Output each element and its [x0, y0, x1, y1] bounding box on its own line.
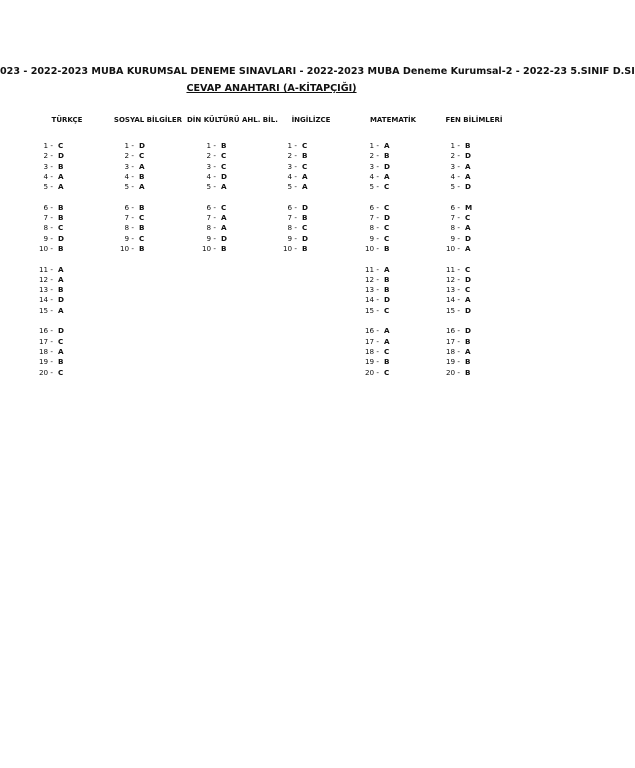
answer-letter: D [58, 151, 64, 161]
answer-letter: B [58, 357, 64, 367]
answer-row [24, 244, 110, 254]
question-number: 8 - [450, 223, 460, 233]
question-number: 20 - [445, 367, 460, 377]
answer-row [24, 151, 110, 161]
subject-header: İNGİLİZCE [291, 116, 331, 124]
answer-letter: B [384, 243, 390, 253]
answer-row [350, 368, 436, 378]
question-number: 14 - [364, 295, 379, 305]
question-number: 2 - [206, 151, 216, 161]
question-number: 2 - [43, 151, 53, 161]
question-number: 3 - [206, 161, 216, 171]
answer-row [350, 223, 436, 233]
answer-letter: C [384, 182, 390, 192]
answer-row [350, 141, 436, 151]
answer-row [187, 141, 273, 151]
answer-row [350, 182, 436, 192]
subject-column [24, 116, 110, 378]
answer-letter: D [139, 141, 145, 150]
question-number: 19 - [364, 357, 379, 367]
answer-letter: C [302, 223, 308, 233]
answer-row [431, 234, 517, 244]
answer-row [24, 141, 110, 151]
subject-column [350, 116, 436, 378]
question-number: 10 - [364, 243, 379, 253]
answer-letter: D [384, 161, 390, 171]
answer-letter: B [139, 223, 145, 233]
subject-column [187, 116, 278, 254]
question-number: 3 - [124, 161, 134, 171]
question-number: 2 - [369, 151, 379, 161]
answer-letter: A [58, 182, 64, 192]
question-number: 7 - [369, 213, 379, 223]
question-number: 18 - [445, 346, 460, 356]
answer-letter: A [302, 182, 308, 192]
answer-row [431, 244, 517, 254]
answer-row [24, 275, 110, 285]
answer-letter: B [139, 202, 145, 212]
subject-header: DİN KÜLTÜRÜ AHL. BİL. [187, 116, 278, 124]
answer-row [24, 347, 110, 357]
answer-row [24, 234, 110, 244]
answer-letter: A [465, 295, 471, 305]
answer-letter: D [302, 233, 308, 243]
answer-row [268, 172, 354, 182]
answer-row [187, 213, 273, 223]
answer-row [431, 182, 517, 192]
answer-row [105, 151, 191, 161]
question-number: 1 - [369, 141, 379, 150]
answer-letter: C [58, 223, 64, 233]
answer-letter: A [58, 346, 64, 356]
answer-row [431, 223, 517, 233]
question-number: 1 - [43, 141, 53, 150]
answer-letter: C [221, 151, 227, 161]
answer-row [268, 203, 354, 213]
answer-row [24, 213, 110, 223]
answer-letter: B [58, 243, 64, 253]
answer-row [431, 347, 517, 357]
answer-row [24, 203, 110, 213]
answer-row [350, 275, 436, 285]
question-number: 13 - [364, 285, 379, 295]
question-number: 7 - [124, 213, 134, 223]
answer-row [24, 265, 110, 275]
answer-letter: C [139, 213, 145, 223]
answer-letter: A [465, 223, 471, 233]
question-number: 6 - [206, 202, 216, 212]
question-number: 19 - [445, 357, 460, 367]
question-number: 12 - [445, 274, 460, 284]
answer-letter: C [58, 336, 64, 346]
question-number: 1 - [450, 141, 460, 150]
answer-row [431, 213, 517, 223]
answer-row [431, 357, 517, 367]
answer-letter: D [384, 213, 390, 223]
answer-row [268, 223, 354, 233]
answer-letter: B [221, 243, 227, 253]
question-number: 7 - [43, 213, 53, 223]
answer-row [187, 234, 273, 244]
answer-row [24, 295, 110, 305]
question-number: 3 - [287, 161, 297, 171]
answer-row [187, 162, 273, 172]
answer-row [24, 368, 110, 378]
answer-letter: C [302, 141, 308, 150]
answer-row [105, 172, 191, 182]
answer-letter: B [302, 213, 308, 223]
answer-row [431, 326, 517, 336]
question-number: 2 - [124, 151, 134, 161]
answer-letter: C [384, 202, 390, 212]
answer-row [431, 141, 517, 151]
answer-letter: B [139, 171, 145, 181]
answer-letter: A [302, 171, 308, 181]
answer-letter: A [58, 274, 64, 284]
answer-row [105, 203, 191, 213]
question-number: 8 - [43, 223, 53, 233]
question-number: 5 - [450, 182, 460, 192]
question-number: 4 - [206, 171, 216, 181]
answer-letter: D [465, 182, 471, 192]
answer-row [187, 172, 273, 182]
answer-letter: C [465, 285, 471, 295]
question-number: 10 - [282, 243, 297, 253]
answer-row [431, 295, 517, 305]
answer-row [431, 285, 517, 295]
question-number: 1 - [287, 141, 297, 150]
answer-letter: B [58, 202, 64, 212]
answer-row [268, 213, 354, 223]
answer-letter: D [384, 295, 390, 305]
question-number: 17 - [364, 336, 379, 346]
subject-header: MATEMATİK [369, 116, 417, 124]
answer-letter: A [139, 182, 145, 192]
answer-row [431, 337, 517, 347]
answer-letter: C [384, 346, 390, 356]
answer-letter: C [58, 141, 64, 150]
answer-letter: C [465, 264, 471, 274]
question-number: 10 - [445, 243, 460, 253]
question-number: 18 - [38, 346, 53, 356]
question-number: 18 - [364, 346, 379, 356]
answer-row [350, 326, 436, 336]
question-number: 4 - [287, 171, 297, 181]
question-number: 20 - [364, 367, 379, 377]
answer-letter: D [465, 326, 471, 336]
answer-row [431, 265, 517, 275]
answer-letter: D [221, 233, 227, 243]
answer-letter: B [384, 151, 390, 161]
answer-letter: B [465, 336, 471, 346]
question-number: 2 - [287, 151, 297, 161]
question-number: 11 - [38, 264, 53, 274]
question-number: 19 - [38, 357, 53, 367]
answer-letter: D [58, 233, 64, 243]
answer-row [350, 347, 436, 357]
answer-row [187, 151, 273, 161]
answer-row [431, 162, 517, 172]
answer-letter: B [384, 357, 390, 367]
answer-row [268, 244, 354, 254]
question-number: 13 - [445, 285, 460, 295]
answer-row [350, 234, 436, 244]
answer-row [350, 285, 436, 295]
answer-letter: A [221, 223, 227, 233]
answer-row [350, 265, 436, 275]
answer-row [350, 172, 436, 182]
answer-letter: A [58, 171, 64, 181]
answer-letter: A [58, 264, 64, 274]
answer-letter: C [58, 367, 64, 377]
answer-letter: B [58, 213, 64, 223]
answer-row [187, 182, 273, 192]
question-number: 6 - [43, 202, 53, 212]
answer-letter: B [58, 161, 64, 171]
question-number: 6 - [369, 202, 379, 212]
question-number: 9 - [450, 233, 460, 243]
answer-letter: B [302, 243, 308, 253]
answer-letter: D [302, 202, 308, 212]
question-number: 13 - [38, 285, 53, 295]
question-number: 12 - [364, 274, 379, 284]
question-number: 16 - [364, 326, 379, 336]
question-number: 5 - [369, 182, 379, 192]
answer-letter: B [384, 285, 390, 295]
question-number: 4 - [43, 171, 53, 181]
answer-row [350, 203, 436, 213]
answer-row [431, 306, 517, 316]
answer-letter: B [465, 367, 471, 377]
answer-letter: A [221, 213, 227, 223]
answer-letter: C [139, 151, 145, 161]
answer-letter: C [384, 367, 390, 377]
answer-row [431, 151, 517, 161]
answer-letter: D [465, 305, 471, 315]
answer-letter: D [465, 274, 471, 284]
question-number: 8 - [124, 223, 134, 233]
answer-row [350, 337, 436, 347]
question-number: 8 - [206, 223, 216, 233]
question-number: 6 - [287, 202, 297, 212]
question-number: 10 - [201, 243, 216, 253]
answer-row [105, 234, 191, 244]
question-number: 15 - [364, 305, 379, 315]
answer-row [187, 203, 273, 213]
answer-row [105, 223, 191, 233]
answer-letter: C [384, 305, 390, 315]
answer-row [268, 141, 354, 151]
answer-row [24, 337, 110, 347]
answer-letter: M [465, 202, 473, 212]
answer-row [350, 213, 436, 223]
question-number: 1 - [206, 141, 216, 150]
question-number: 8 - [287, 223, 297, 233]
answer-letter: A [384, 141, 390, 150]
question-number: 15 - [38, 305, 53, 315]
question-number: 1 - [124, 141, 134, 150]
subject-column [105, 116, 191, 254]
answer-letter: C [384, 223, 390, 233]
answer-row [268, 162, 354, 172]
question-number: 9 - [124, 233, 134, 243]
question-number: 7 - [450, 213, 460, 223]
answer-row [350, 151, 436, 161]
question-number: 9 - [206, 233, 216, 243]
answer-row [268, 151, 354, 161]
question-number: 5 - [206, 182, 216, 192]
answer-letter: B [465, 357, 471, 367]
answer-row [24, 306, 110, 316]
question-number: 5 - [287, 182, 297, 192]
answer-row [431, 172, 517, 182]
subject-column [431, 116, 517, 378]
question-number: 8 - [369, 223, 379, 233]
answer-row [431, 368, 517, 378]
answer-row [350, 295, 436, 305]
question-number: 4 - [369, 171, 379, 181]
answer-letter: A [465, 346, 471, 356]
answer-letter: B [465, 141, 471, 150]
question-number: 5 - [43, 182, 53, 192]
answer-key-subtitle: CEVAP ANAHTARI (A-KİTAPÇIĞI) [186, 83, 357, 94]
question-number: 16 - [445, 326, 460, 336]
question-number: 7 - [206, 213, 216, 223]
subject-header: TÜRKÇE [51, 116, 83, 124]
answer-row [24, 223, 110, 233]
question-number: 3 - [43, 161, 53, 171]
answer-letter: D [465, 151, 471, 161]
answer-letter: A [221, 182, 227, 192]
answer-row [105, 244, 191, 254]
answer-row [105, 141, 191, 151]
subject-header: SOSYAL BİLGİLER [113, 116, 183, 124]
answer-letter: B [302, 151, 308, 161]
question-number: 9 - [43, 233, 53, 243]
answer-row [350, 162, 436, 172]
answer-letter: A [384, 326, 390, 336]
question-number: 12 - [38, 274, 53, 284]
question-number: 15 - [445, 305, 460, 315]
answer-letter: B [221, 141, 227, 150]
answer-row [24, 285, 110, 295]
answer-row [105, 182, 191, 192]
question-number: 9 - [369, 233, 379, 243]
question-number: 4 - [124, 171, 134, 181]
answer-letter: C [465, 213, 471, 223]
question-number: 6 - [124, 202, 134, 212]
question-number: 6 - [450, 202, 460, 212]
question-number: 9 - [287, 233, 297, 243]
question-number: 3 - [369, 161, 379, 171]
question-number: 3 - [450, 161, 460, 171]
question-number: 20 - [38, 367, 53, 377]
answer-letter: A [384, 171, 390, 181]
answer-row [105, 213, 191, 223]
question-number: 2 - [450, 151, 460, 161]
answer-letter: A [384, 336, 390, 346]
question-number: 17 - [38, 336, 53, 346]
exam-title: 023 - 2022-2023 MUBA KURUMSAL DENEME SINAVLARI - 2022-2023 MUBA Deneme Kurumsal-2 - 2022-23 5.SINIF D.SI [0, 66, 635, 77]
question-number: 14 - [445, 295, 460, 305]
answer-row [350, 306, 436, 316]
answer-row [187, 223, 273, 233]
question-number: 14 - [38, 295, 53, 305]
question-number: 10 - [119, 243, 134, 253]
answer-letter: B [384, 274, 390, 284]
question-number: 16 - [38, 326, 53, 336]
answer-row [24, 357, 110, 367]
subject-header: FEN BİLİMLERİ [445, 116, 503, 124]
answer-letter: B [58, 285, 64, 295]
answer-letter: C [221, 202, 227, 212]
answer-letter: A [384, 264, 390, 274]
answer-row [187, 244, 273, 254]
answer-letter: C [302, 161, 308, 171]
answer-row [431, 275, 517, 285]
subject-column [268, 116, 354, 254]
answer-row [24, 182, 110, 192]
answer-letter: C [384, 233, 390, 243]
answer-letter: A [465, 161, 471, 171]
answer-letter: D [465, 233, 471, 243]
question-number: 5 - [124, 182, 134, 192]
answer-letter: A [58, 305, 64, 315]
answer-row [24, 326, 110, 336]
answer-row [268, 182, 354, 192]
answer-letter: A [139, 161, 145, 171]
question-number: 7 - [287, 213, 297, 223]
question-number: 11 - [364, 264, 379, 274]
answer-row [350, 244, 436, 254]
question-number: 11 - [445, 264, 460, 274]
answer-letter: C [221, 161, 227, 171]
answer-row [24, 172, 110, 182]
question-number: 4 - [450, 171, 460, 181]
answer-row [268, 234, 354, 244]
answer-row [350, 357, 436, 367]
answer-letter: D [58, 326, 64, 336]
answer-row [105, 162, 191, 172]
answer-letter: A [465, 171, 471, 181]
question-number: 10 - [38, 243, 53, 253]
question-number: 17 - [445, 336, 460, 346]
answer-letter: B [139, 243, 145, 253]
answer-letter: A [465, 243, 471, 253]
answer-row [431, 203, 517, 213]
answer-letter: D [58, 295, 64, 305]
answer-letter: C [139, 233, 145, 243]
answer-row [24, 162, 110, 172]
answer-letter: D [221, 171, 227, 181]
